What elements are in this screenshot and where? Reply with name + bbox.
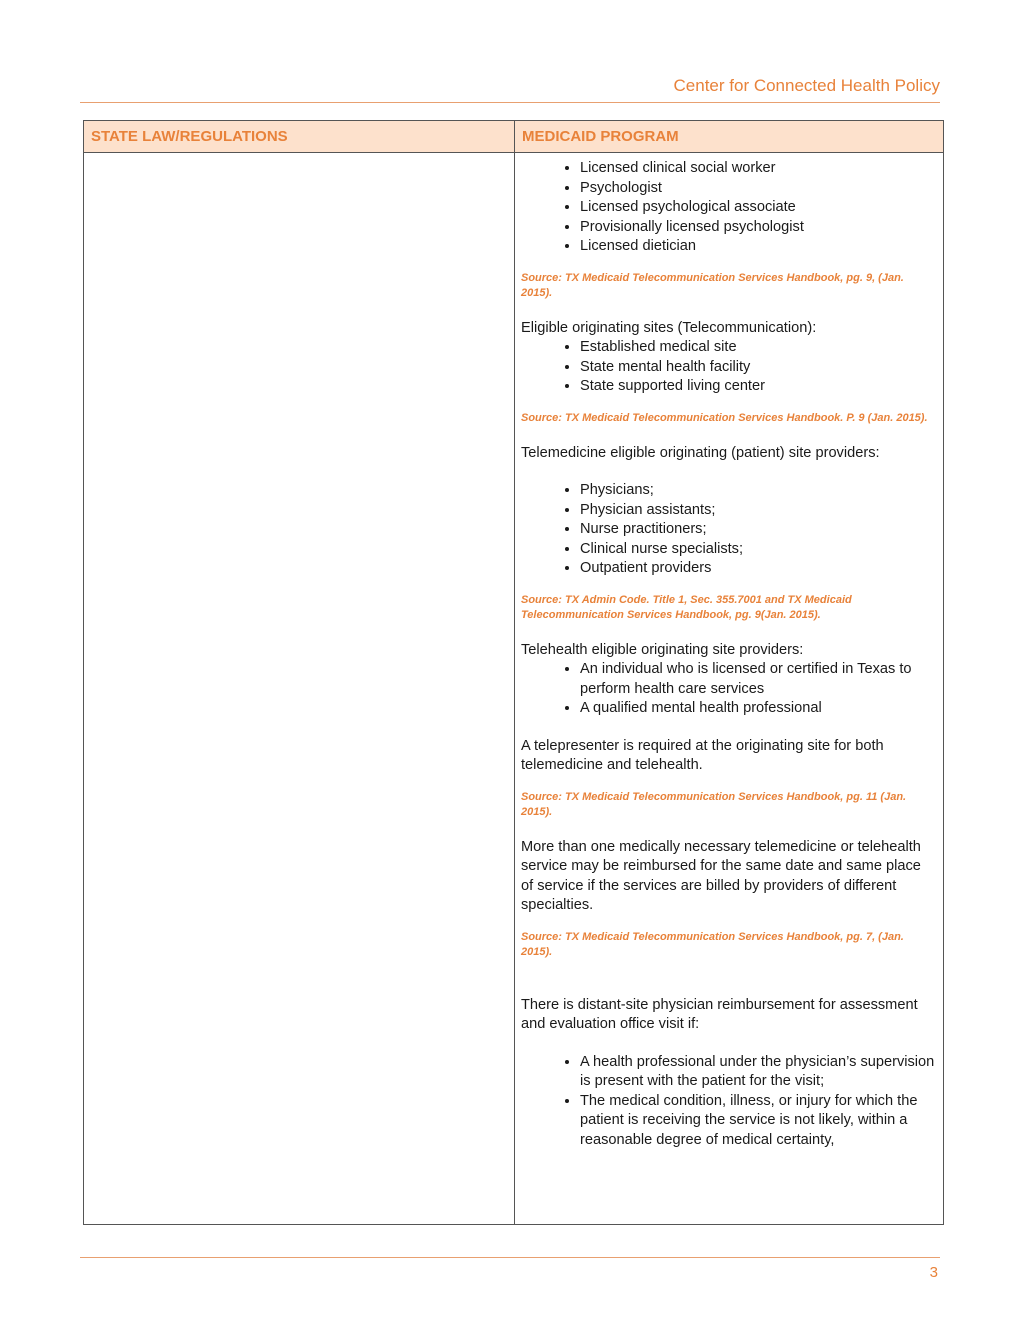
source-citation: Source: TX Medicaid Telecommunication Services Handbook, pg. 7, (Jan. 2015).	[521, 930, 904, 958]
list-item: • Provisionally licensed psychologist	[580, 218, 937, 238]
source-citation: Source: TX Medicaid Telecommunication Services Handbook, pg. 9, (Jan. 2015).	[521, 271, 904, 299]
list-item: • Physician assistants;	[580, 501, 937, 521]
list-item: • Outpatient providers	[580, 559, 937, 579]
list-item: • Clinical nurse specialists;	[580, 540, 937, 560]
list-item: • Licensed psychological associate	[580, 198, 937, 218]
list-item: • A health professional under the physician’s supervision is present with the patient for the visit;	[580, 1053, 937, 1092]
list-item: • Psychologist	[580, 179, 937, 199]
column-header-medicaid: MEDICAID PROGRAM	[515, 121, 943, 153]
column-header-state-law: STATE LAW/REGULATIONS	[84, 121, 515, 153]
page-header-title: Center for Connected Health Policy	[673, 76, 940, 95]
list-item: • An individual who is licensed or certified in Texas to perform health care services	[580, 660, 937, 699]
paragraph: Eligible originating sites (Telecommunication):	[521, 319, 817, 336]
paragraph: A telepresenter is required at the originating site for both telemedicine and telehealth.	[521, 737, 884, 773]
list-item: • State supported living center	[580, 377, 937, 397]
list-item: • Established medical site	[580, 338, 937, 358]
page-number: 3	[929, 1264, 938, 1281]
list-item: • Nurse practitioners;	[580, 520, 937, 540]
policy-table	[83, 120, 944, 1225]
paragraph: Telehealth eligible originating site providers:	[521, 641, 804, 658]
footer-divider	[80, 1257, 940, 1258]
telehealth-providers-list	[521, 660, 937, 719]
header-divider	[80, 102, 940, 103]
list-item: • Licensed dietician	[580, 237, 937, 257]
list-item: • A qualified mental health professional	[580, 699, 937, 719]
source-citation: Source: TX Medicaid Telecommunication Services Handbook, pg. 11 (Jan. 2015).	[521, 790, 907, 818]
list-item: • Licensed clinical social worker	[580, 159, 937, 179]
state-law-cell	[84, 153, 515, 1224]
distant-site-conditions-list	[521, 1053, 937, 1151]
list-item: • State mental health facility	[580, 358, 937, 378]
medicaid-cell	[515, 153, 943, 1224]
source-citation: Source: TX Admin Code. Title 1, Sec. 355.7001 and TX Medicaid Telecommunication Services Handbook, pg. 9(Jan. 2015).	[521, 593, 852, 621]
sites-list	[521, 338, 937, 397]
paragraph: There is distant-site physician reimbursement for assessment and evaluation office visit if:	[521, 996, 918, 1032]
paragraph: Telemedicine eligible originating (patient) site providers:	[521, 444, 880, 461]
list-item: • Physicians;	[580, 481, 937, 501]
source-citation: Source: TX Medicaid Telecommunication Services Handbook. P. 9 (Jan. 2015).	[521, 411, 928, 424]
provider-list	[521, 159, 937, 257]
paragraph: More than one medically necessary telemedicine or telehealth service may be reimbursed for the same date and same place of service if the services are billed by providers of different specialties.	[521, 838, 921, 913]
list-item: • The medical condition, illness, or injury for which the patient is receiving the service is not likely, within a reasonable degree of medical certainty,	[580, 1092, 937, 1151]
telemedicine-providers-list	[521, 481, 937, 579]
